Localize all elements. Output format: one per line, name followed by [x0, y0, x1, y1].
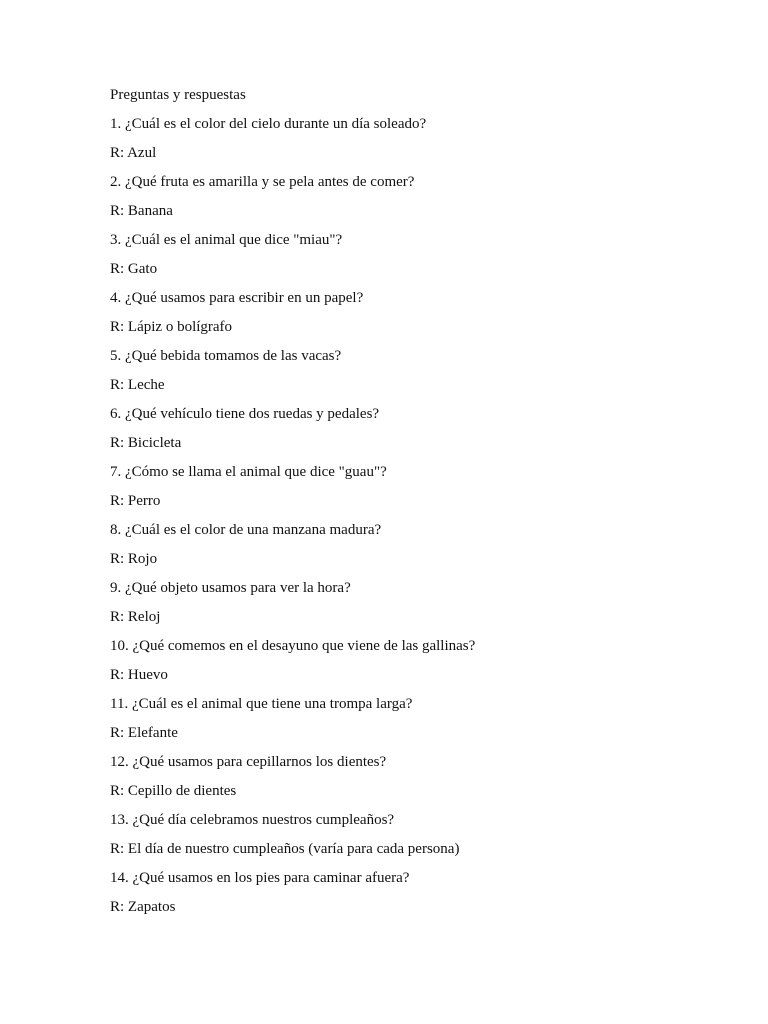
answer-3: R: Gato [110, 261, 158, 277]
answer-13: R: El día de nuestro cumpleaños (varía para cada persona) [110, 841, 460, 857]
answer-11: R: Elefante [110, 725, 178, 741]
question-8: 8. ¿Cuál es el color de una manzana madura? [110, 522, 382, 538]
question-4: 4. ¿Qué usamos para escribir en un papel? [110, 290, 364, 306]
answer-6: R: Bicicleta [110, 435, 182, 451]
document-body [110, 84, 710, 925]
question-14: 14. ¿Qué usamos en los pies para caminar afuera? [110, 870, 410, 886]
answer-4: R: Lápiz o bolígrafo [110, 319, 233, 335]
answer-1: R: Azul [110, 145, 157, 161]
question-12: 12. ¿Qué usamos para cepillarnos los dientes? [110, 754, 387, 770]
answer-9: R: Reloj [110, 609, 161, 625]
question-11: 11. ¿Cuál es el animal que tiene una trompa larga? [110, 696, 413, 712]
answer-7: R: Perro [110, 493, 161, 509]
question-1: 1. ¿Cuál es el color del cielo durante un día soleado? [110, 116, 427, 132]
question-2: 2. ¿Qué fruta es amarilla y se pela antes de comer? [110, 174, 415, 190]
answer-8: R: Rojo [110, 551, 158, 567]
answer-10: R: Huevo [110, 667, 168, 683]
question-10: 10. ¿Qué comemos en el desayuno que viene de las gallinas? [110, 638, 476, 654]
question-13: 13. ¿Qué día celebramos nuestros cumpleaños? [110, 812, 395, 828]
question-7: 7. ¿Cómo se llama el animal que dice "guau"? [110, 464, 387, 480]
document-title: Preguntas y respuestas [110, 87, 246, 103]
question-3: 3. ¿Cuál es el animal que dice "miau"? [110, 232, 343, 248]
answer-5: R: Leche [110, 377, 165, 393]
answer-14: R: Zapatos [110, 899, 176, 915]
question-9: 9. ¿Qué objeto usamos para ver la hora? [110, 580, 351, 596]
question-6: 6. ¿Qué vehículo tiene dos ruedas y pedales? [110, 406, 380, 422]
answer-2: R: Banana [110, 203, 173, 219]
question-5: 5. ¿Qué bebida tomamos de las vacas? [110, 348, 342, 364]
answer-12: R: Cepillo de dientes [110, 783, 237, 799]
